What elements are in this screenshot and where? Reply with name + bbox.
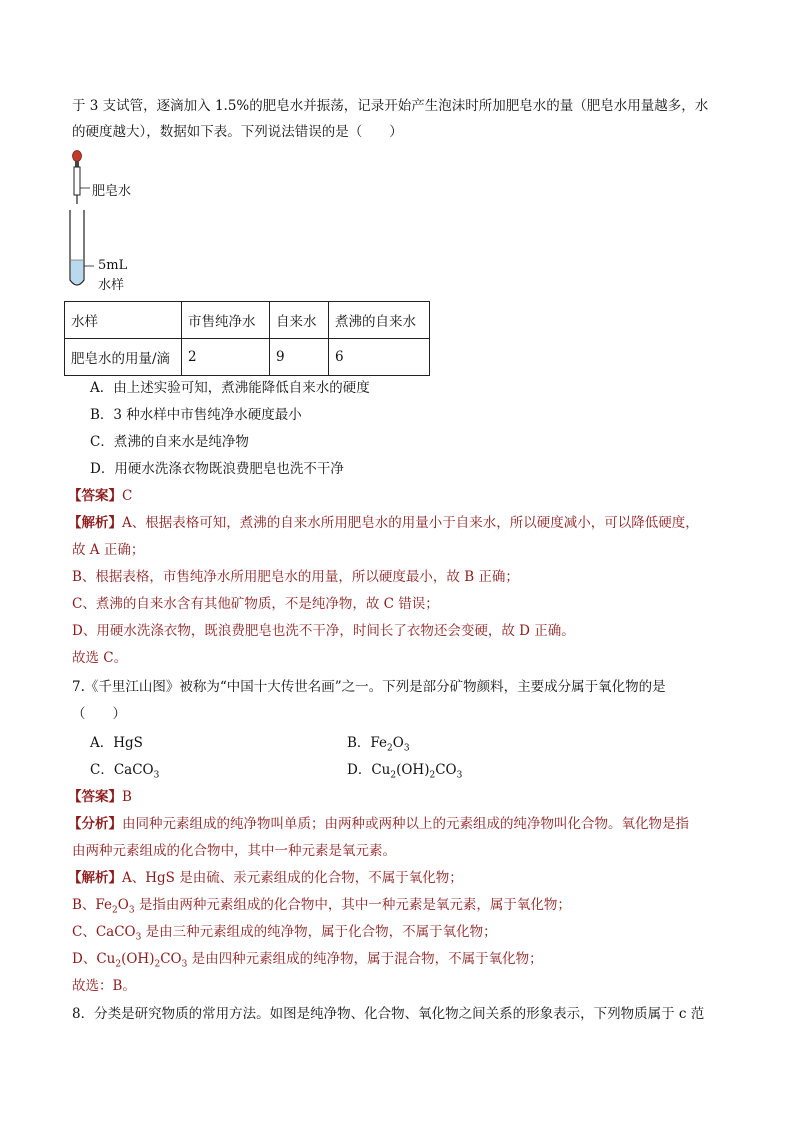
formula-part: C、CaCO [72,924,136,940]
answer-value: B [122,789,132,805]
q6-option-a: A．由上述实验可知，煮沸能降低自来水的硬度 [90,380,370,396]
formula-subscript: 2 [154,959,161,970]
water-sample-label: 水样 [98,278,125,293]
answer-tag: 【答案】 [68,488,122,504]
q7-analysis-c [72,922,497,948]
formula-part: D、Cu [72,951,116,967]
table-header-cell: 市售纯净水 [182,302,270,339]
formula-part: (OH) [121,951,155,967]
formula-subscript: 3 [456,770,463,781]
table-cell: 2 [182,339,270,376]
formula-part: CO [435,762,457,778]
formula-part: D．Cu [347,762,391,778]
formula-subscript: 3 [181,959,188,970]
intro-line-1: 于 3 支试管，逐滴加入 1.5%的肥皂水并振荡，记录开始产生泡沫时所加肥皂水的量（肥皂水用量越多，水 [72,98,709,114]
q7-stem-line-1: 7.《千里江山图》被称为“中国十大传世名画”之一。下列是部分矿物颜料，主要成分属于氧化物的是 [72,679,666,695]
table-header-cell: 水样 [65,302,182,339]
q7-analysis-a [68,868,463,888]
q8-stem-line-1: 8．分类是研究物质的常用方法。如图是纯净物、化合物、氧化物之间关系的形象表示，下列物质属于 c 范 [72,1006,705,1022]
q6-option-c: C．煮沸的自来水是纯净物 [90,434,249,450]
q7-option-d [347,760,462,786]
fenxi-tag: 【分析】 [68,816,122,832]
answer-tag: 【答案】 [68,789,122,805]
answer-value: C [122,488,133,504]
analysis-text: A、根据表格可知，煮沸的自来水所用肥皂水的用量小于自来水，所以硬度减小，可以降低硬度， [122,515,699,531]
table-header-cell: 自来水 [270,302,329,339]
analysis-text: 是指由两种元素组成的化合物中，其中一种元素是氧元素，属于氧化物； [134,897,571,913]
dropper-test-tube-figure [60,148,170,293]
analysis-text: 是由三种元素组成的纯净物，属于化合物，不属于氧化物； [141,924,497,940]
q6-conclusion: 故选 C。 [72,650,128,666]
formula-part: (OH) [396,762,430,778]
analysis-tag: 【解析】 [68,515,122,531]
table-cell: 9 [270,339,329,376]
q6-analysis-line-4: C、煮沸的自来水含有其他矿物质，不是纯净物，故 C 错误； [72,596,439,612]
analysis-text: A、HgS 是由硫、汞元素组成的化合物，不属于氧化物； [122,870,463,886]
q7-conclusion: 故选：B。 [72,978,136,994]
q7-stem-line-2: （ ） [72,706,126,722]
table-row [65,339,430,376]
table-header-row [65,302,430,339]
soap-usage-table [64,301,430,376]
formula-subscript: 3 [135,932,142,943]
analysis-text: 是由四种元素组成的纯净物，属于混合物，不属于氧化物； [187,951,543,967]
q7-option-a: A．HgS [90,735,143,751]
formula-subscript: 2 [390,770,397,781]
formula-part: B、Fe [72,897,113,913]
table-cell: 6 [329,339,430,376]
formula-subscript: 2 [429,770,436,781]
analysis-tag: 【解析】 [68,870,122,886]
q6-analysis-line-3: B、根据表格，市售纯净水所用肥皂水的用量，所以硬度最小，故 B 正确； [72,569,519,585]
q6-answer [68,486,132,506]
q7-analysis-d [72,949,543,975]
q7-option-b [347,733,410,759]
soap-water-label: 肥皂水 [92,184,132,199]
formula-part: C．CaCO [90,762,154,778]
formula-subscript: 3 [403,743,410,754]
fenxi-text: 由同种元素组成的纯净物叫单质；由两种或两种以上的元素组成的纯净物叫化合物。氧化物是指 [122,816,689,832]
formula-subscript: 2 [112,905,118,916]
table-header-cell: 煮沸的自来水 [329,302,430,339]
formula-subscript: 2 [115,959,122,970]
formula-part: O [392,735,404,751]
formula-part: O [117,897,129,913]
formula-subscript: 3 [128,905,135,916]
formula-subscript: 2 [387,743,393,754]
formula-part: CO [160,951,182,967]
formula-subscript: 3 [153,770,160,781]
formula-part: B．Fe [347,735,388,751]
q6-option-b: B．3 种水样中市售纯净水硬度最小 [90,407,302,423]
q6-analysis-line-1 [68,513,699,533]
q7-option-c [90,760,159,786]
q6-option-d: D．用硬水洗涤衣物既浪费肥皂也洗不干净 [90,461,344,477]
intro-line-2: 的硬度越大），数据如下表。下列说法错误的是（ ） [72,124,403,140]
q7-fenxi-line-2: 由两种元素组成的化合物中，其中一种元素是氧元素。 [72,843,396,859]
q6-analysis-line-5: D、用硬水洗涤衣物，既浪费肥皂也洗不干净，时间长了衣物还会变硬，故 D 正确。 [72,623,575,639]
table-row-label: 肥皂水的用量/滴 [65,339,182,376]
volume-label: 5mL [98,258,128,273]
q7-analysis-b [72,895,571,921]
q6-analysis-line-2: 故 A 正确； [72,542,145,558]
q7-answer [68,787,132,807]
q7-fenxi-line-1 [68,814,689,834]
